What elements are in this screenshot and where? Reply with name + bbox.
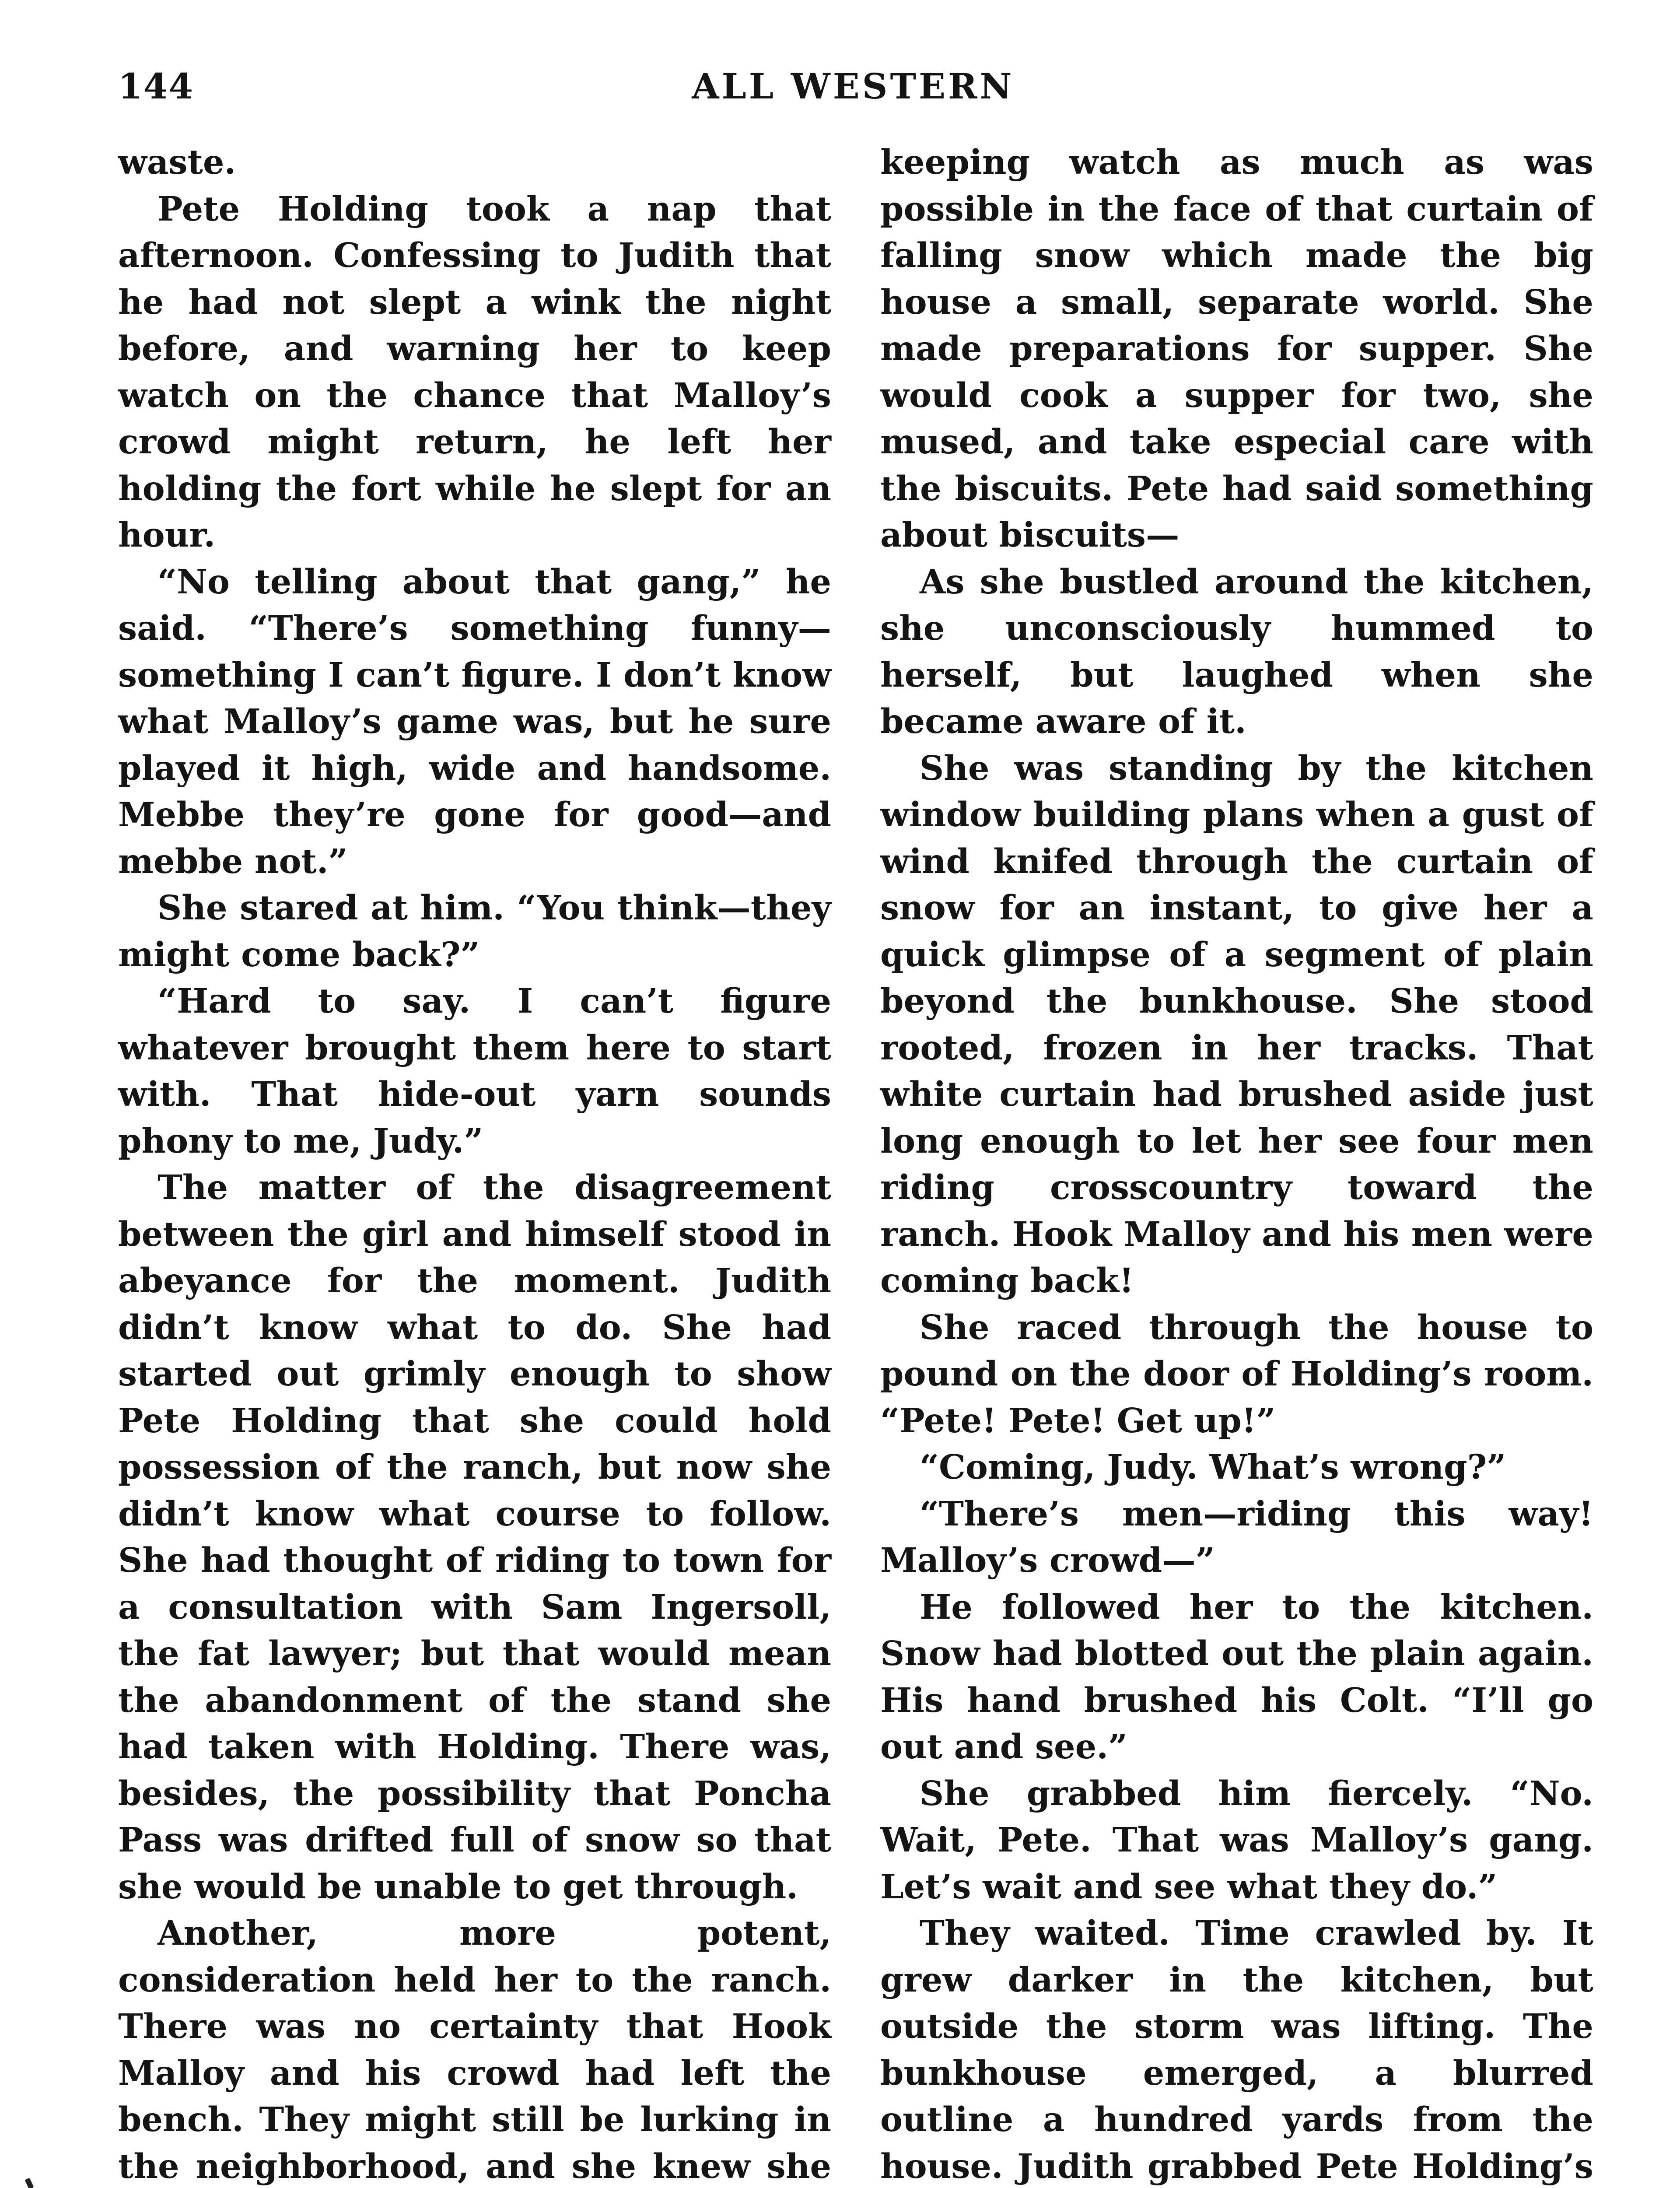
paragraph: They waited. Time crawled by. It grew darker in the kitchen, but outside the storm was lifting. The bunkhouse emerged, a blurred outline a hundred yards from the house. Judith grabbed Pete Holding’s <box>880 1914 1593 2186</box>
paragraph: waste. <box>118 143 236 182</box>
paragraph: She was standing by the kitchen window building plans when a gust of wind knifed through the curtain of snow for an instant, to give her a quick glimpse of a segment of plain beyond the bunkhouse. She stood rooted, frozen in her tracks. That white curtain had brushed aside just long enough to let her see four men riding crosscountry toward the ranch. Hook Malloy and his men were coming back! <box>880 748 1593 1301</box>
paragraph: She stared at him. “You think—they might come back?” <box>118 888 831 975</box>
paragraph: Pete Holding took a nap that afternoon. Confessing to Judith that he had not slept a wink the night before, and warning her to keep watch on the chance that Malloy’s crowd might return, he left her holding the fort while he slept for an hour. <box>118 189 831 555</box>
paragraph: “Coming, Judy. What’s wrong?” <box>920 1448 1506 1487</box>
paragraph: keeping watch as much as was possible in the face of that curtain of falling snow which made the big house a small, separate world. She made preparations for supper. She would cook a supper for two, she mused, and take especial care with the biscuits. Pete had said something about biscuits— <box>880 143 1593 555</box>
paragraph: “There’s men—riding this way! Malloy’s crowd—” <box>880 1494 1593 1580</box>
paragraph: “Hard to say. I can’t figure whatever brought them here to start with. That hide-out yarn sounds phony to me, Judy.” <box>118 982 831 1161</box>
page-number: 144 <box>118 66 194 107</box>
page-header <box>118 66 1588 118</box>
paragraph: She grabbed him fiercely. “No. Wait, Pete. That was Malloy’s gang. Let’s wait and see what they do.” <box>880 1774 1593 1907</box>
paragraph: She raced through the house to pound on the door of Holding’s room. “Pete! Pete! Get up!” <box>880 1308 1593 1441</box>
paragraph: As she bustled around the kitchen, she unconsciously hummed to herself, but laughed when she became aware of it. <box>880 562 1593 741</box>
ink-speck <box>24 2178 34 2188</box>
right-column <box>880 139 1593 2188</box>
paragraph: He followed her to the kitchen. Snow had blotted out the plain again. His hand brushed his Colt. “I’ll go out and see.” <box>880 1587 1593 1767</box>
running-head: ALL WESTERN <box>692 66 1015 107</box>
paragraph: “No telling about that gang,” he said. “There’s something funny—something I can’t figure. I don’t know what Malloy’s game was, but he sure played it high, wide and handsome. Mebbe they’re gone for good—and mebbe not.” <box>118 562 831 881</box>
paragraph: The matter of the disagreement between the girl and himself stood in abeyance for the moment. Judith didn’t know what to do. She had started out grimly enough to show Pete Holding that she could hold possession of the ranch, but now she didn’t know what course to follow. She had thought of riding to town for a consultation with Sam Ingersoll, the fat lawyer; but that would mean the abandonment of the stand she had taken with Holding. There was, besides, the possibility that Poncha Pass was drifted full of snow so that she would be unable to get through. <box>118 1168 831 1907</box>
left-column <box>118 139 831 2188</box>
paragraph: Another, more potent, consideration held her to the ranch. There was no certainty that Hook Malloy and his crowd had left the bench. They might still be lurking in the neighborhood, and she knew she <box>118 1914 831 2186</box>
